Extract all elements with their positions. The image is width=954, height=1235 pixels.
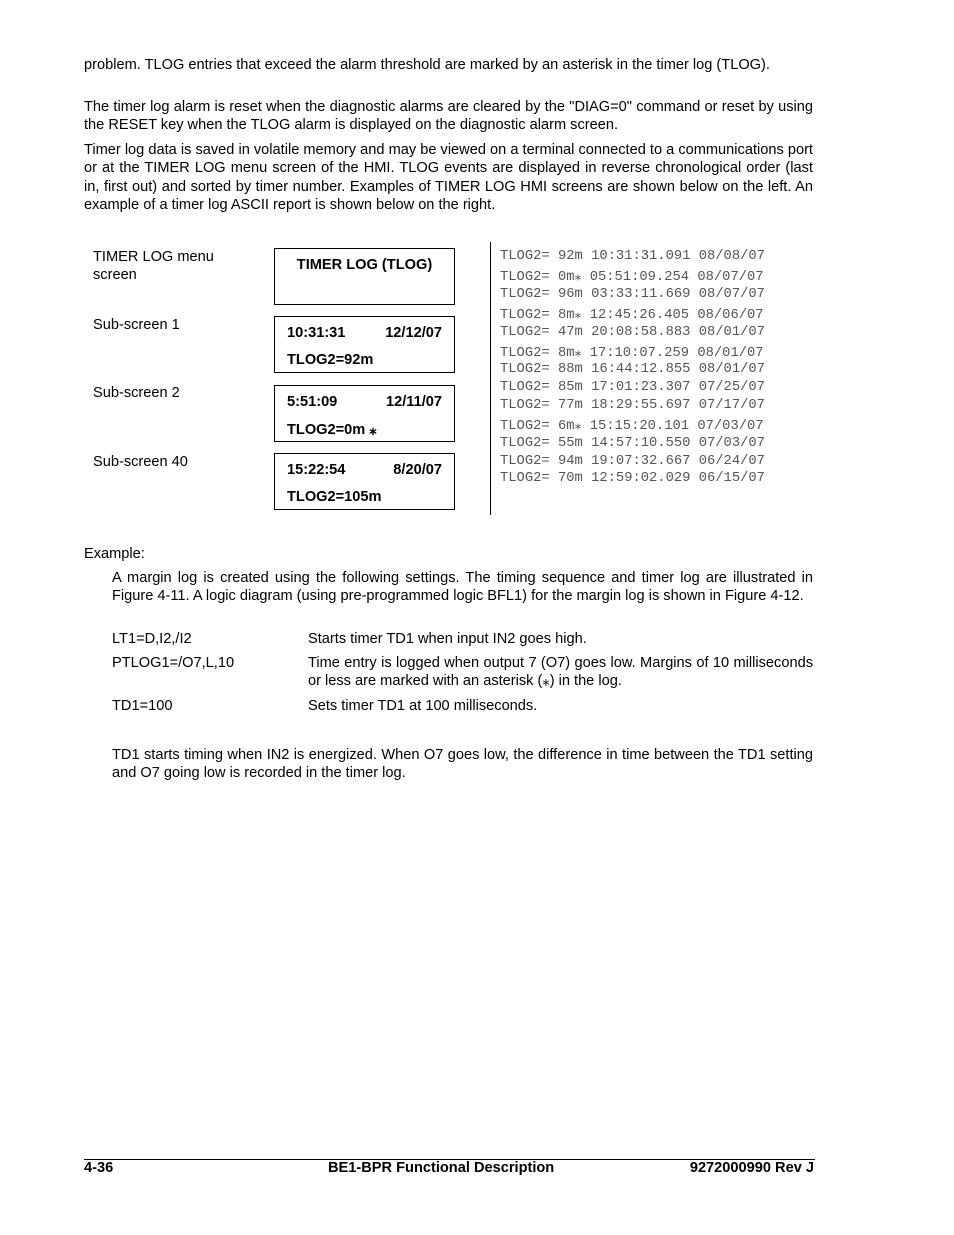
ascii-log-line: TLOG2= 47m 20:08:58.883 08/01/07 <box>500 325 765 340</box>
label-sub-screen-1: Sub-screen 1 <box>93 317 180 333</box>
example-heading: Example: <box>84 546 145 562</box>
sub-screen-date: 12/11/07 <box>385 394 442 410</box>
sub-screen-date: 8/20/07 <box>393 462 442 478</box>
label-menu-screen: TIMER LOG menu screen <box>93 249 214 284</box>
divider-line <box>490 242 491 515</box>
sub-screen-value: TLOG2=0m ⁎ <box>287 422 377 438</box>
sub-screen-date: 12/12/07 <box>385 325 442 341</box>
label-sub-screen-2: Sub-screen 2 <box>93 385 180 401</box>
sub-screen-time: 5:51:09 <box>287 394 338 410</box>
sub-screen-time: 10:31:31 <box>287 325 346 341</box>
ascii-log-line: TLOG2= 96m 03:33:11.669 08/07/07 <box>500 287 765 302</box>
example-paragraph-2: TD1 starts timing when IN2 is energized. When O7 goes low, the difference in time between the TD1 setting and O7 going low is recorded in the timer log. <box>112 747 813 782</box>
ascii-log-line: TLOG2= 88m 16:44:12.855 08/01/07 <box>500 362 765 377</box>
ascii-log-line: TLOG2= 77m 18:29:55.697 07/17/07 <box>500 398 765 413</box>
ascii-log-line: TLOG2= 8m⁎ 12:45:26.405 08/06/07 <box>500 308 764 323</box>
setting-description: Sets timer TD1 at 100 milliseconds. <box>308 698 538 714</box>
ascii-log-line: TLOG2= 94m 19:07:32.667 06/24/07 <box>500 454 765 469</box>
menu-title: TIMER LOG (TLOG) <box>296 257 433 273</box>
setting-description: Time entry is logged when output 7 (O7) goes low. Margins of 10 milliseconds or less are marked with an asterisk (⁎) in the log. <box>308 655 813 690</box>
intro-paragraph-2: The timer log alarm is reset when the diagnostic alarms are cleared by the "DIAG=0" command or reset by using the RESET key when the TLOG alarm is displayed on the diagnostic alarm screen. <box>84 99 813 134</box>
ascii-log-line: TLOG2= 0m⁎ 05:51:09.254 08/07/07 <box>500 270 764 285</box>
setting-key: LT1=D,I2,/I2 <box>112 631 192 647</box>
setting-key: PTLOG1=/O7,L,10 <box>112 655 235 671</box>
ascii-log-line: TLOG2= 8m⁎ 17:10:07.259 08/01/07 <box>500 346 764 361</box>
hmi-sub-screen-40 <box>274 453 455 510</box>
footer-title: BE1-BPR Functional Description <box>328 1160 555 1176</box>
sub-screen-time: 15:22:54 <box>287 462 346 478</box>
setting-description: Starts timer TD1 when input IN2 goes high. <box>308 631 587 647</box>
hmi-menu-screen <box>274 248 455 305</box>
footer-doc-number: 9272000990 Rev J <box>689 1160 814 1176</box>
intro-paragraph-3: Timer log data is saved in volatile memory and may be viewed on a terminal connected to a communications port or at the TIMER LOG menu screen of the HMI. TLOG events are displayed in reverse chronological order (last in, first out) and sorted by timer number. Examples of TIMER LOG HMI screens are shown below on the left. An example of a timer log ASCII report is shown below on the right. <box>84 142 813 213</box>
ascii-log-line: TLOG2= 6m⁎ 15:15:20.101 07/03/07 <box>500 419 764 434</box>
sub-screen-value: TLOG2=92m <box>287 352 374 368</box>
ascii-log-line: TLOG2= 70m 12:59:02.029 06/15/07 <box>500 471 765 486</box>
hmi-sub-screen-1 <box>274 316 455 373</box>
setting-key: TD1=100 <box>112 698 173 714</box>
ascii-log-line: TLOG2= 55m 14:57:10.550 07/03/07 <box>500 436 765 451</box>
intro-paragraph-1: problem. TLOG entries that exceed the alarm threshold are marked by an asterisk in the timer log (TLOG). <box>84 57 770 73</box>
footer-page-number: 4-36 <box>84 1160 114 1176</box>
hmi-sub-screen-2 <box>274 385 455 442</box>
label-sub-screen-40: Sub-screen 40 <box>93 454 188 470</box>
sub-screen-value: TLOG2=105m <box>287 489 382 505</box>
ascii-log-line: TLOG2= 92m 10:31:31.091 08/08/07 <box>500 249 765 264</box>
example-paragraph-1: A margin log is created using the following settings. The timing sequence and timer log are illustrated in Figure 4-11. A logic diagram (using pre-programmed logic BFL1) for the margin log is shown in Figure 4-12. <box>112 570 813 605</box>
ascii-log-line: TLOG2= 85m 17:01:23.307 07/25/07 <box>500 380 765 395</box>
